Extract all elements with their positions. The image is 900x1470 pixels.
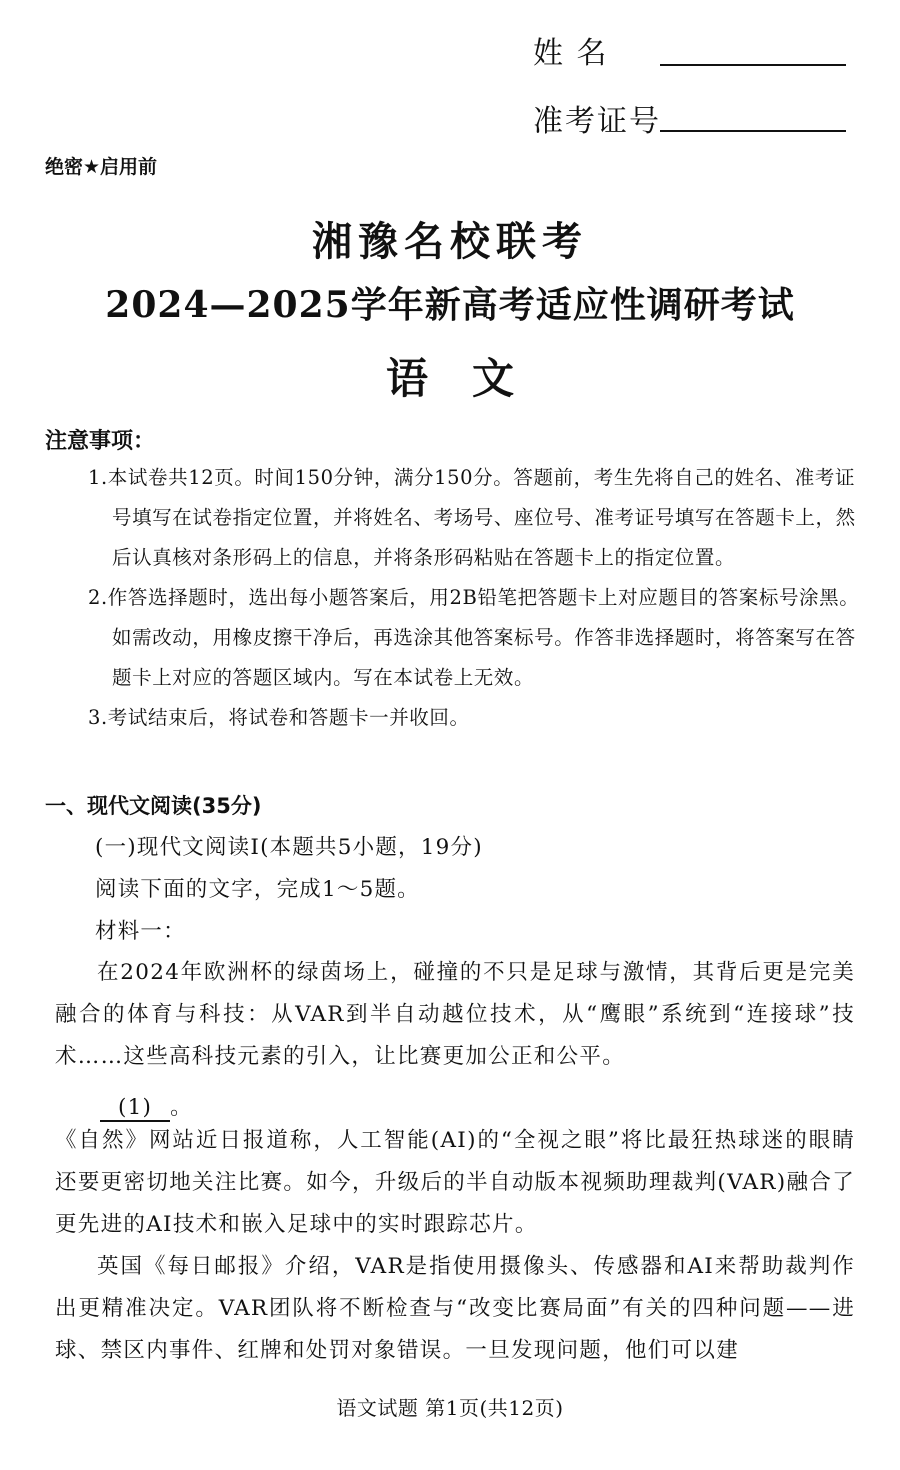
- ticket-number-label: 准考证号: [533, 104, 661, 139]
- name-field[interactable]: [660, 64, 846, 66]
- section-heading: 一、现代文阅读(35分): [45, 794, 262, 818]
- subject-title: 语文: [385, 354, 558, 403]
- fill-blank: [100, 1090, 193, 1122]
- exam-name-title: 2024—2025学年新高考适应性调研考试: [105, 284, 795, 326]
- reading-instruction: 阅读下面的文字，完成1～5题。: [95, 877, 420, 902]
- note-item-3: 3.考试结束后，将试卷和答题卡一并收回。: [88, 706, 470, 729]
- subsection-heading: (一)现代文阅读I(本题共5小题，19分): [95, 835, 483, 860]
- note-item-1: 1.本试卷共12页。时间150分钟，满分150分。答题前，考生先将自己的姓名、准考证号填写在试卷指定位置，并将姓名、考场号、座位号、准考证号填写在答题卡上，然后认真核对条形码上的信息，并将条形码粘贴在答题卡上的指定位置。: [88, 466, 856, 569]
- note-item-2: 2.作答选择题时，选出每小题答案后，用2B铅笔把答题卡上对应题目的答案标号涂黑。如需改动，用橡皮擦干净后，再选涂其他答案标号。作答非选择题时，将答案写在答题卡上对应的答题区域内。写在本试卷上无效。: [88, 586, 860, 689]
- paragraph-1: 在2024年欧洲杯的绿茵场上，碰撞的不只是足球与激情，其背后更是完美融合的体育与科技：从VAR到半自动越位技术，从“鹰眼”系统到“连接球”技术……这些高科技元素的引入，让比赛更加公正和公平。: [55, 960, 855, 1069]
- paragraph-2: 《自然》网站近日报道称，人工智能(AI)的“全视之眼”将比最狂热球迷的眼睛还要更密切地关注比赛。如今，升级后的半自动版本视频助理裁判(VAR)融合了更先进的AI技术和嵌入足球中的实时跟踪芯片。: [55, 1128, 855, 1237]
- notes-heading: 注意事项：: [45, 429, 156, 454]
- ticket-number-field[interactable]: [660, 130, 846, 132]
- exam-union-title: 湘豫名校联考: [312, 218, 588, 265]
- name-label: 姓 名: [533, 36, 609, 71]
- material-label: 材料一：: [95, 919, 186, 944]
- blank-tail: 。: [170, 1095, 193, 1120]
- paragraph-3: 英国《每日邮报》介绍，VAR是指使用摄像头、传感器和AI来帮助裁判作出更精准决定。VAR团队将不断检查与“改变比赛局面”有关的四种问题——进球、禁区内事件、红牌和处罚对象错误。一旦发现问题，他们可以建: [55, 1254, 855, 1363]
- blank-slot[interactable]: (1): [100, 1095, 170, 1122]
- secret-mark: 绝密★启用前: [45, 156, 158, 178]
- page-footer: 语文试题 第1页(共12页): [336, 1396, 564, 1420]
